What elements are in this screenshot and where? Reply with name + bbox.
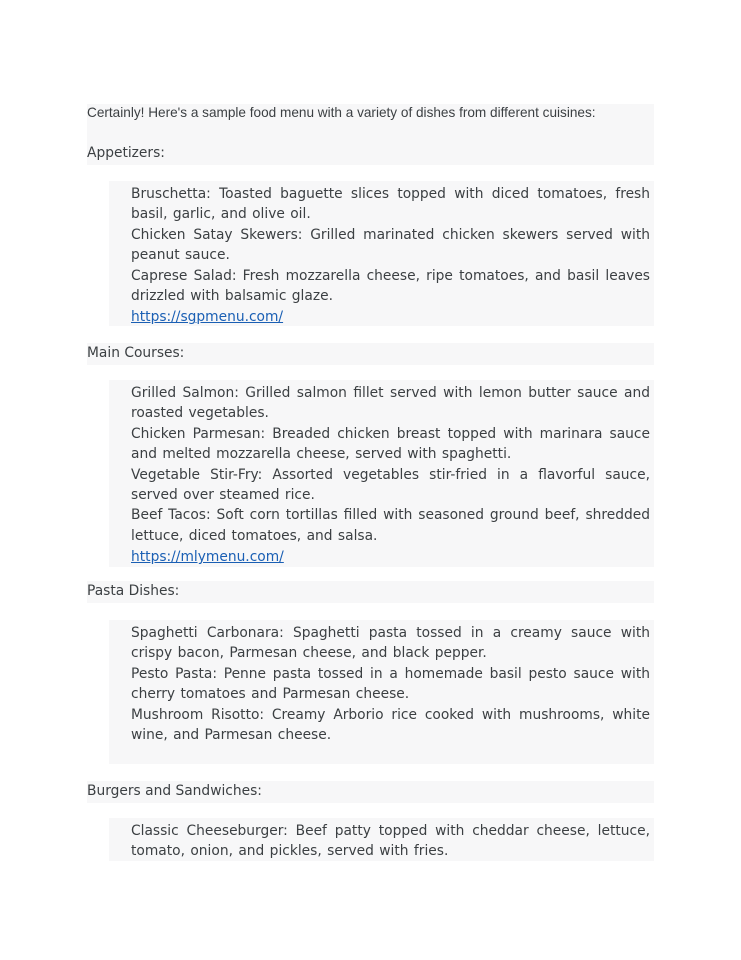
section-items-appetizers	[109, 181, 654, 326]
list-item: Pesto Pasta: Penne pasta tossed in a homemade basil pesto sauce with cherry tomatoes and Parmesan cheese.	[131, 665, 650, 703]
section-heading-burgers-sandwiches: Burgers and Sandwiches:	[87, 783, 262, 799]
section-heading-pasta-dishes: Pasta Dishes:	[87, 583, 180, 599]
list-item: Beef Tacos: Soft corn tortillas filled with seasoned ground beef, shredded lettuce, diced tomatoes, and salsa.	[131, 507, 650, 544]
section-heading-block-pasta	[87, 581, 654, 603]
list-item: Classic Cheeseburger: Beef patty topped with cheddar cheese, lettuce, tomato, onion, and pickles, served with fries.	[131, 823, 650, 860]
list-item: Bruschetta: Toasted baguette slices topped with diced tomatoes, fresh basil, garlic, and olive oil.	[131, 186, 650, 223]
list-item: Chicken Satay Skewers: Grilled marinated chicken skewers served with peanut sauce.	[131, 226, 650, 264]
section-heading-main-courses: Main Courses:	[87, 345, 185, 361]
menu-link-mlymenu[interactable]: https://mlymenu.com/	[131, 549, 284, 566]
section-items-main-courses	[109, 380, 654, 567]
intro-block	[87, 104, 654, 165]
list-item: Caprese Salad: Fresh mozzarella cheese, ripe tomatoes, and basil leaves drizzled with balsamic glaze.	[131, 267, 650, 305]
section-heading-block-main	[87, 343, 654, 365]
intro-text: Certainly! Here's a sample food menu with a variety of dishes from different cuisines:	[87, 105, 596, 120]
list-item: Chicken Parmesan: Breaded chicken breast topped with marinara sauce and melted mozzarella cheese, served with spaghetti.	[131, 425, 650, 463]
section-items-burgers-sandwiches	[109, 818, 654, 861]
list-item: Spaghetti Carbonara: Spaghetti pasta tossed in a creamy sauce with crispy bacon, Parmesan cheese, and black pepper.	[131, 625, 650, 662]
section-heading-block-burgers	[87, 781, 654, 803]
menu-link-sgpmenu[interactable]: https://sgpmenu.com/	[131, 309, 284, 326]
section-heading-appetizers: Appetizers:	[87, 145, 165, 161]
list-item: Grilled Salmon: Grilled salmon fillet served with lemon butter sauce and roasted vegetables.	[131, 385, 650, 422]
list-item: Mushroom Risotto: Creamy Arborio rice cooked with mushrooms, white wine, and Parmesan cheese.	[131, 706, 650, 744]
section-items-pasta-dishes	[109, 620, 654, 764]
list-item: Vegetable Stir-Fry: Assorted vegetables stir-fried in a flavorful sauce, served over steamed rice.	[131, 466, 650, 504]
